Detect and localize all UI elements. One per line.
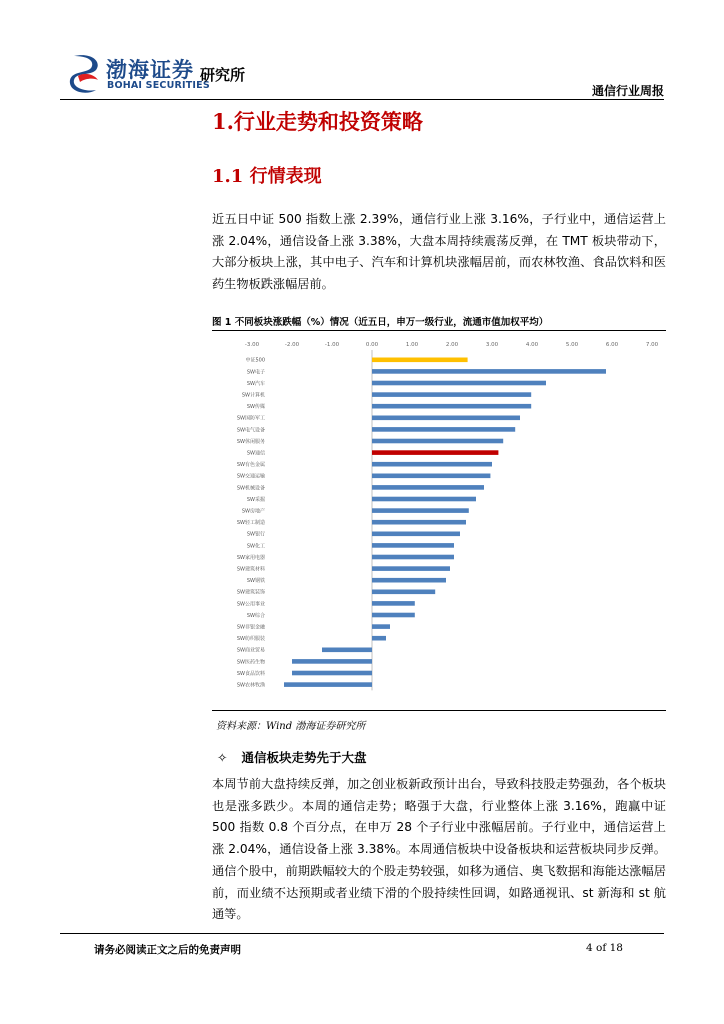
- category-label: SW商业贸易: [236, 647, 265, 654]
- diamond-bullet-icon: ✧: [217, 750, 228, 765]
- category-label: SW电气设备: [236, 427, 265, 434]
- bar-SW计算机: [372, 392, 531, 397]
- category-label: SW家用电器: [236, 554, 265, 561]
- category-label: SW电子: [246, 369, 265, 376]
- category-label: SW食品饮料: [236, 670, 265, 677]
- bar-SW休闲服务: [372, 439, 503, 444]
- bar-SW综合: [372, 613, 415, 618]
- x-tick-label: 0.00: [365, 342, 379, 348]
- bar-SW商业贸易: [322, 648, 372, 653]
- header-divider: [60, 99, 664, 100]
- x-tick-label: 1.00: [405, 342, 419, 348]
- category-label: SW汽车: [246, 380, 265, 387]
- bar-SW纺织服装: [372, 636, 386, 641]
- bar-SW房地产: [372, 508, 469, 513]
- report-type: 通信行业周报: [591, 84, 664, 98]
- category-label: SW计算机: [241, 392, 265, 399]
- logo-chinese-name: 渤海证券: [106, 57, 194, 82]
- bar-SW交通运输: [372, 474, 490, 479]
- category-label: SW非银金融: [236, 624, 265, 631]
- category-label: SW休闲服务: [236, 438, 265, 445]
- logo-english-name: BOHAI SECURITIES: [107, 80, 210, 91]
- category-label: SW交通运输: [236, 473, 265, 480]
- x-tick-label: 6.00: [605, 342, 619, 348]
- category-label: SW房地产: [241, 508, 265, 515]
- x-tick-label: 7.00: [645, 342, 659, 348]
- bar-SW家用电器: [372, 555, 454, 560]
- bar-SW钢铁: [372, 578, 446, 583]
- bar-SW非银金融: [372, 624, 390, 629]
- category-label: SW农林牧渔: [236, 682, 265, 689]
- x-tick-label: 4.00: [525, 342, 539, 348]
- bar-SW采掘: [372, 497, 476, 502]
- category-label: SW公用事业: [236, 601, 265, 608]
- category-label: SW机械设备: [236, 485, 265, 492]
- intro-paragraph: 近五日中证 500 指数上涨 2.39%，通信行业上涨 3.16%，子行业中，通信运营上涨 2.04%，通信设备上涨 3.38%，大盘本周持续震荡反弹，在 TMT 板块带动下，大部分板块上涨，其中电子、汽车和计算机块涨幅居前，而农林牧渔、食品饮料和医药生物板跌涨幅居前。: [212, 212, 666, 292]
- bar-SW建筑装饰: [372, 590, 435, 595]
- section-heading: 1.行业走势和投资策略: [212, 109, 423, 134]
- institute-name: 研究所: [200, 66, 246, 84]
- figure-title: 图 1 不同板块涨跌幅（%）情况（近五日，申万一级行业，流通市值加权平均）: [212, 317, 549, 328]
- bar-SW电气设备: [372, 427, 515, 432]
- bar-SW化工: [372, 543, 454, 548]
- category-label: SW采掘: [246, 496, 265, 503]
- x-tick-label: 2.00: [445, 342, 459, 348]
- bar-SW国防军工: [372, 416, 520, 421]
- bar-SW机械设备: [372, 485, 484, 490]
- x-tick-label: -2.00: [284, 342, 300, 348]
- category-label: SW建筑装饰: [236, 589, 265, 596]
- bar-SW医药生物: [292, 659, 372, 664]
- figure-top-rule: [212, 330, 666, 331]
- bar-SW银行: [372, 532, 460, 537]
- category-label: SW传媒: [246, 404, 265, 411]
- bar-中证500: [372, 358, 468, 363]
- bullet-heading: [217, 748, 367, 766]
- category-label: SW建筑材料: [236, 566, 265, 573]
- bar-SW通信: [372, 450, 498, 455]
- bar-SW电子: [372, 369, 606, 374]
- bar-SW轻工制造: [372, 520, 466, 525]
- bar-SW食品饮料: [292, 671, 372, 676]
- category-label: SW有色金属: [236, 462, 265, 469]
- category-label: SW轻工制造: [236, 520, 265, 527]
- bar-SW有色金属: [372, 462, 492, 467]
- page-number: 4 of 18: [586, 942, 623, 954]
- category-label: SW通信: [246, 450, 265, 457]
- bar-SW农林牧渔: [284, 682, 372, 687]
- figure-bottom-rule: [212, 710, 666, 711]
- footer-divider: [60, 933, 664, 934]
- x-tick-label: -3.00: [244, 342, 260, 348]
- subsection-heading: 1.1 行情表现: [212, 166, 322, 187]
- category-label: SW银行: [246, 531, 265, 538]
- category-label: 中证500: [245, 357, 265, 364]
- category-label: SW钢铁: [246, 578, 265, 585]
- sector-performance-chart: [212, 334, 666, 706]
- category-label: SW化工: [246, 543, 265, 550]
- bar-SW汽车: [372, 381, 546, 386]
- bar-SW公用事业: [372, 601, 415, 606]
- category-label: SW纺织服装: [236, 636, 265, 643]
- x-tick-label: -1.00: [324, 342, 340, 348]
- category-label: SW国防军工: [236, 415, 265, 422]
- bar-SW建筑材料: [372, 566, 450, 571]
- x-tick-label: 5.00: [565, 342, 579, 348]
- bohai-wave-logo-icon: [68, 52, 104, 94]
- category-label: SW医药生物: [236, 659, 265, 666]
- figure-source: 资料来源：Wind 渤海证券研究所: [216, 721, 366, 732]
- disclaimer-note: 请务必阅读正文之后的免责声明: [94, 944, 241, 956]
- bar-SW传媒: [372, 404, 531, 409]
- category-label: SW综合: [246, 612, 265, 619]
- bullet-title: 通信板块走势先于大盘: [241, 750, 367, 765]
- x-tick-label: 3.00: [485, 342, 499, 348]
- body-paragraph: 本周节前大盘持续反弹，加之创业板新政预计出台，导致科技股走势强劲，各个板块也是涨多跌少。本周的通信走势；略强于大盘，行业整体上涨 3.16%，跑赢中证 500 指数 0.8 个百分点，在申万 28 个子行业中涨幅居前。子行业中，通信运营上涨 2.04%，通信设备上涨 3.38%。本周通信板块中设备板块和运营板块同步反弹。通信个股中，前期跌幅较大的个股走势较强，如移为通信、奥飞数据和海能达涨幅居前，而业绩不达预期或者业绩下滑的个股持续性回调，如路通视讯、st 新海和 st 航通等。: [212, 777, 666, 922]
